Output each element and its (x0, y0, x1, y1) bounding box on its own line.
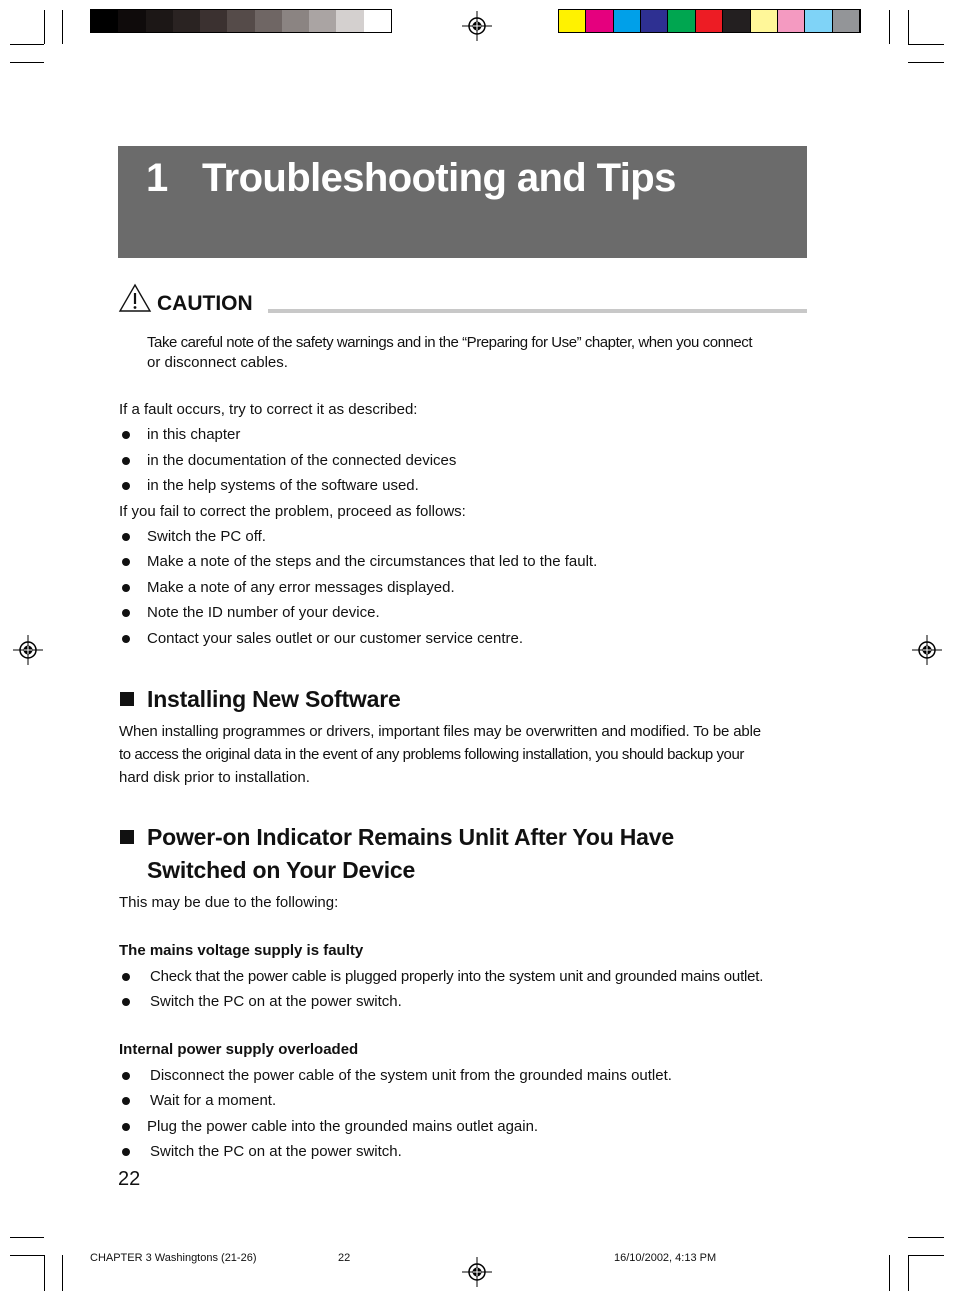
bullet-icon (122, 533, 130, 541)
bullet-icon (122, 1072, 130, 1080)
bullet-icon (122, 1123, 130, 1131)
crop-mark (10, 1255, 44, 1256)
bullet-icon (122, 457, 130, 465)
chapter-header (118, 146, 807, 258)
crop-mark (10, 1237, 44, 1238)
registration-mark-icon (13, 635, 43, 665)
color-swatch (833, 10, 860, 32)
color-swatch (200, 10, 227, 32)
color-swatch (805, 10, 832, 32)
section-square-icon (120, 692, 134, 706)
color-swatch (751, 10, 778, 32)
caution-rule (268, 309, 807, 313)
caution-text: Take careful note of the safety warnings and in the “Preparing for Use” chapter, when you connect or disconnect cables. (147, 334, 753, 371)
crop-mark (62, 1255, 63, 1291)
caution-heading (118, 283, 807, 315)
power-lead: This may be due to the following: (119, 894, 339, 911)
crop-mark (908, 62, 944, 63)
bullet-icon (122, 973, 130, 981)
bullet-icon (122, 482, 130, 490)
color-swatch (227, 10, 254, 32)
installing-text: When installing programmes or drivers, important files may be overwritten and modified. To be able to access the original data in the event of any problems following installation, you should backup your hard disk prior to installation. (119, 723, 761, 786)
grayscale-bar (90, 9, 392, 33)
color-swatch (309, 10, 336, 32)
crop-mark (10, 44, 44, 45)
page-number: 22 (118, 1168, 141, 1190)
color-swatch (336, 10, 363, 32)
chapter-number: 1 (146, 156, 169, 200)
subheading: Internal power supply overloaded (119, 1041, 359, 1058)
bullet-icon (122, 635, 130, 643)
slug-page: 22 (338, 1252, 351, 1264)
crop-mark (44, 10, 45, 44)
crop-mark (908, 10, 909, 44)
bullet-icon (122, 1097, 130, 1105)
crop-mark (10, 62, 44, 63)
crop-mark (908, 1237, 944, 1238)
chapter-title: Troubleshooting and Tips (202, 156, 676, 200)
crop-mark (908, 44, 944, 45)
slug-file: CHAPTER 3 Washingtons (21-26) (90, 1252, 257, 1264)
subheading: The mains voltage supply is faulty (119, 942, 364, 959)
bullet-icon (122, 431, 130, 439)
color-swatch (146, 10, 173, 32)
fault-lead: If a fault occurs, try to correct it as described: (119, 401, 418, 418)
color-swatch (614, 10, 641, 32)
section-heading: Installing New Software (147, 686, 401, 712)
slug-date: 16/10/2002, 4:13 PM (614, 1252, 717, 1264)
section-square-icon (120, 830, 134, 844)
warning-triangle-icon (118, 283, 152, 313)
bullet-icon (122, 998, 130, 1006)
color-swatch (778, 10, 805, 32)
color-swatch (255, 10, 282, 32)
color-swatch (118, 10, 145, 32)
caution-label: CAUTION (157, 292, 253, 315)
section-heading: Power-on Indicator Remains Unlit After You Have Switched on Your Device (147, 824, 674, 883)
crop-mark (889, 1255, 890, 1291)
registration-mark-icon (462, 11, 492, 41)
color-swatch (641, 10, 668, 32)
bullet-icon (122, 584, 130, 592)
color-swatch (364, 10, 391, 32)
registration-mark-icon (912, 635, 942, 665)
registration-mark-icon (462, 1257, 492, 1287)
color-swatch (696, 10, 723, 32)
crop-mark (908, 1255, 909, 1291)
fail-lead: If you fail to correct the problem, proceed as follows: (119, 503, 466, 520)
bullet-icon (122, 609, 130, 617)
bullet-icon (122, 558, 130, 566)
crop-mark (62, 10, 63, 44)
color-swatch (282, 10, 309, 32)
crop-mark (889, 10, 890, 44)
color-swatch (586, 10, 613, 32)
color-swatch (91, 10, 118, 32)
crop-mark (908, 1255, 944, 1256)
bullet-icon (122, 1148, 130, 1156)
color-swatch (173, 10, 200, 32)
color-swatch (723, 10, 750, 32)
color-bar (558, 9, 861, 33)
color-swatch (559, 10, 586, 32)
crop-mark (44, 1255, 45, 1291)
color-swatch (668, 10, 695, 32)
